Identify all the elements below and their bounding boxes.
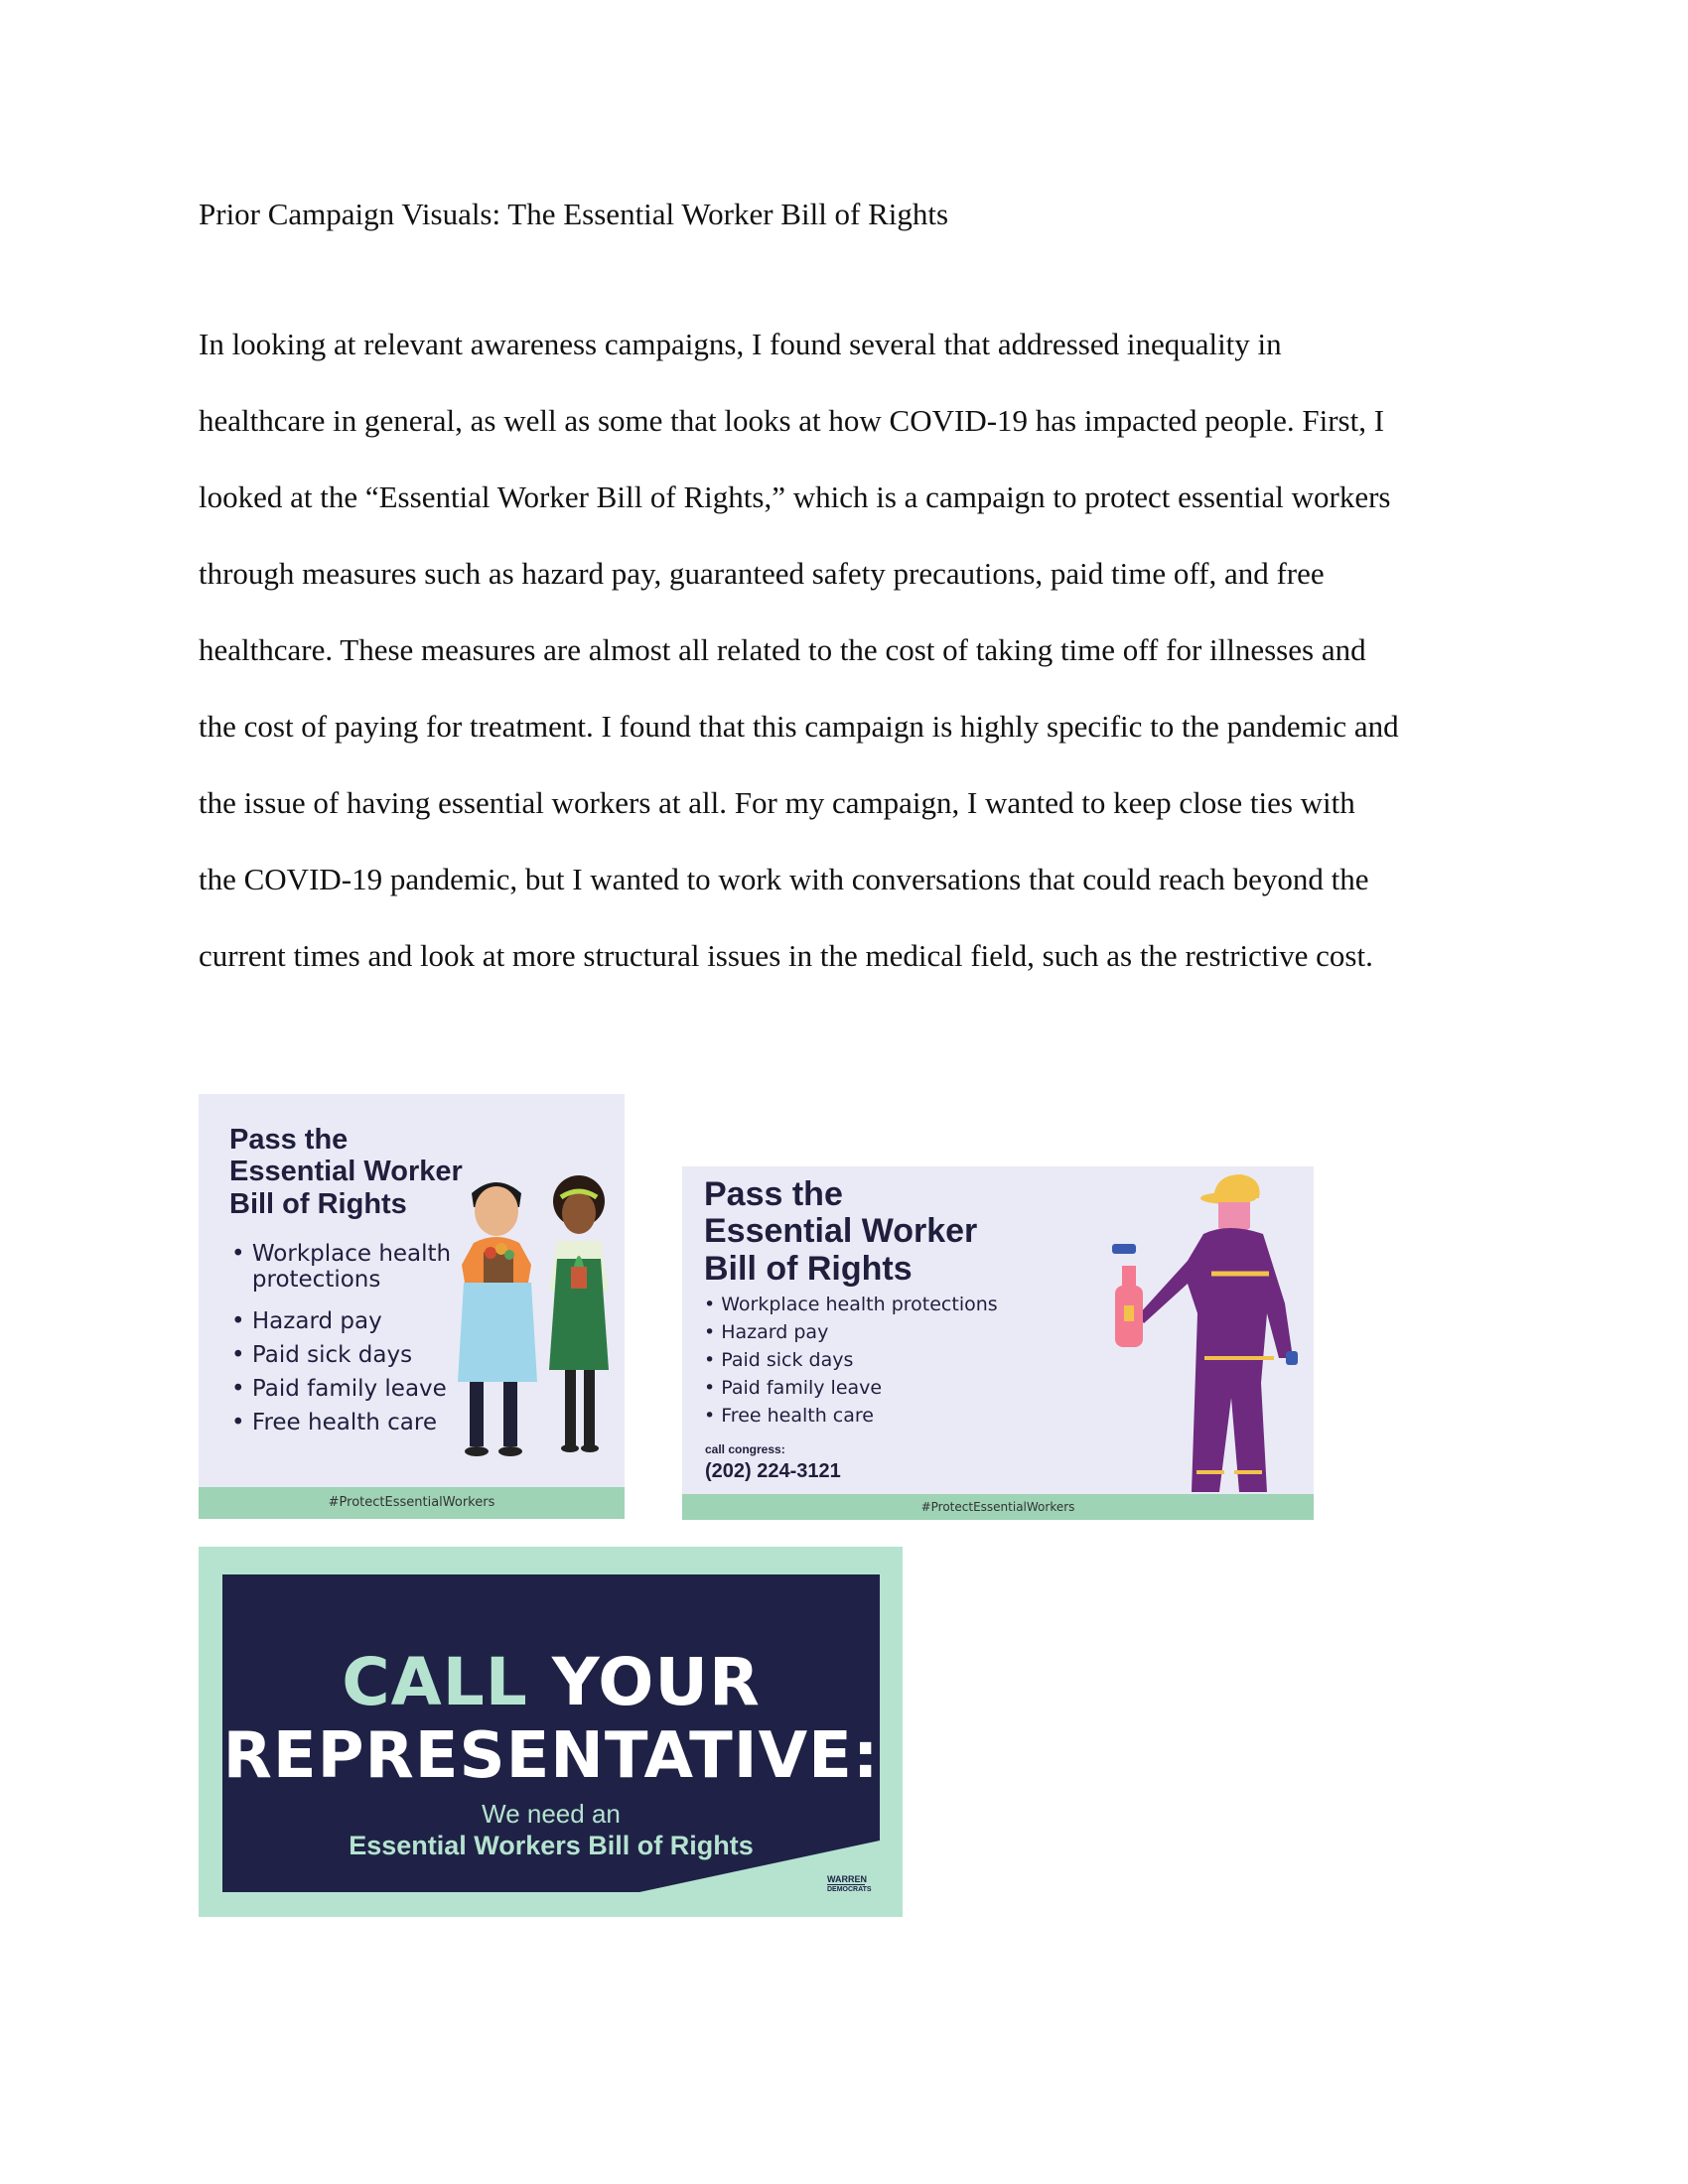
body-paragraph	[199, 315, 1499, 1003]
subtitle-line-1: We need an	[482, 1799, 621, 1829]
paragraph-line: healthcare in general, as well as some that looks at how COVID-19 has impacted people. First, I	[199, 403, 1385, 438]
list-item: • Hazard pay	[231, 1308, 490, 1342]
workers-illustration	[452, 1163, 621, 1486]
poster-call-representative	[199, 1547, 903, 1917]
list-item: • Paid family leave	[704, 1377, 998, 1405]
call-congress-label: call congress:	[705, 1442, 785, 1456]
list-item: • Workplace health protections	[704, 1294, 998, 1321]
poster-title-line: Essential Worker	[229, 1156, 463, 1188]
poster-title	[229, 1124, 463, 1220]
poster-firefighter	[682, 1166, 1314, 1520]
poster-title-line: Bill of Rights	[704, 1249, 913, 1288]
hashtag-bar: #ProtectEssentialWorkers	[682, 1494, 1314, 1520]
list-item: • Hazard pay	[704, 1321, 998, 1349]
headline-word-your: YOUR	[551, 1644, 761, 1720]
paragraph-line: the cost of paying for treatment. I found that this campaign is highly specific to the pandemic and	[199, 709, 1399, 744]
paragraph-line: the issue of having essential workers at all. For my campaign, I wanted to keep close ties with	[199, 785, 1355, 820]
paragraph-line: looked at the “Essential Worker Bill of Rights,” which is a campaign to protect essential workers	[199, 479, 1391, 514]
list-item: • Free health care	[704, 1405, 998, 1433]
list-item-label: Workplace health protections	[251, 1241, 452, 1293]
hashtag-bar: #ProtectEssentialWorkers	[199, 1487, 625, 1519]
rights-list	[704, 1294, 998, 1433]
paragraph-line: current times and look at more structural issues in the medical field, such as the restrictive cost.	[199, 938, 1373, 973]
poster-title-line: Essential Worker	[704, 1212, 978, 1251]
paragraph-line: the COVID-19 pandemic, but I wanted to work with conversations that could reach beyond the	[199, 862, 1369, 896]
poster-title-line: Pass the	[704, 1175, 843, 1213]
list-item: • Paid sick days	[704, 1349, 998, 1377]
list-item	[231, 1241, 490, 1308]
paragraph-line: healthcare. These measures are almost all related to the cost of taking time off for illnesses and	[199, 632, 1366, 667]
rights-list	[231, 1241, 490, 1443]
subtitle-line-2: Essential Workers Bill of Rights	[349, 1831, 754, 1860]
logo-line: WARREN	[827, 1874, 867, 1884]
logo-line: DEMOCRATS	[827, 1886, 872, 1893]
paragraph-line: In looking at relevant awareness campaigns, I found several that addressed inequality in	[199, 327, 1282, 361]
list-item: • Paid family leave	[231, 1376, 490, 1410]
poster-title-line: Bill of Rights	[229, 1187, 407, 1220]
headline-word-call: CALL	[342, 1644, 528, 1720]
page-title: Prior Campaign Visuals: The Essential Worker Bill of Rights	[199, 197, 949, 231]
headline-line-1	[222, 1644, 880, 1720]
dark-panel	[222, 1574, 880, 1892]
phone-number: (202) 224-3121	[705, 1460, 841, 1482]
poster-title-line: Pass the	[229, 1124, 349, 1156]
list-item: • Paid sick days	[231, 1342, 490, 1376]
warren-democrats-logo	[827, 1874, 872, 1895]
poster-workers-bill	[199, 1094, 625, 1519]
paragraph-line: through measures such as hazard pay, guaranteed safety precautions, paid time off, and free	[199, 556, 1325, 591]
headline-line-2: REPRESENTATIVE:	[222, 1719, 880, 1793]
list-item: • Free health care	[231, 1410, 490, 1443]
firefighter-illustration	[1109, 1174, 1308, 1497]
poster-title	[704, 1176, 977, 1288]
